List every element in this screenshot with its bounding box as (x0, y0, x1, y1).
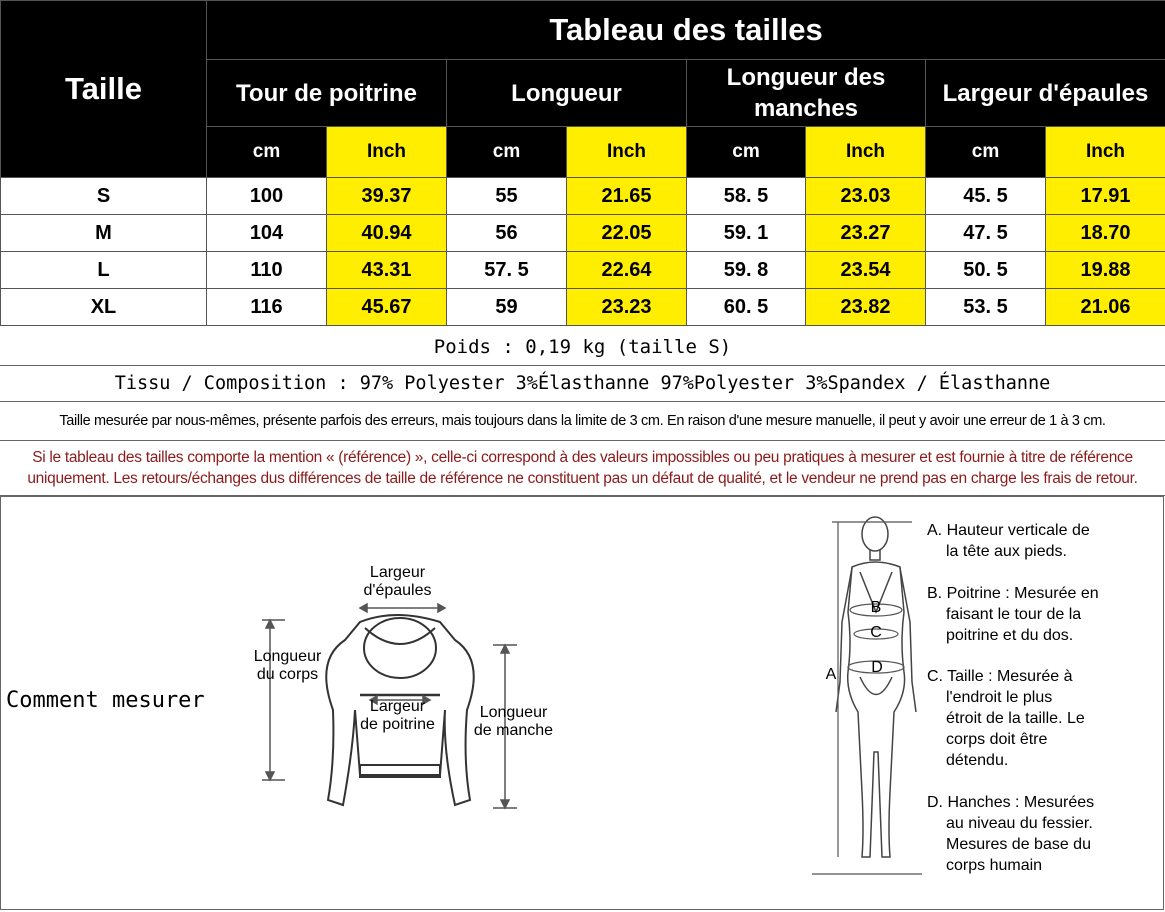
table-title: Tableau des tailles (207, 1, 1165, 60)
value-cell: 53. 5 (926, 289, 1046, 326)
value-cell: 17.91 (1046, 178, 1165, 215)
unit-inch: Inch (327, 127, 447, 178)
col-length: Longueur (447, 60, 687, 127)
value-cell: 100 (207, 178, 327, 215)
value-cell: 23.27 (806, 215, 926, 252)
value-cell: 47. 5 (926, 215, 1046, 252)
value-cell: 18.70 (1046, 215, 1165, 252)
unit-inch: Inch (1046, 127, 1165, 178)
unit-cm: cm (207, 127, 327, 178)
value-cell: 57. 5 (447, 252, 567, 289)
legend-item-b: B. Poitrine : Mesurée en faisant le tour de la poitrine et du dos. (927, 585, 1099, 644)
collar-outline (365, 628, 435, 644)
value-cell: 40.94 (327, 215, 447, 252)
shoulder-width-label: Largeur d'épaules (363, 564, 432, 599)
value-cell: 21.06 (1046, 289, 1165, 326)
reference-note-line-1: Si le tableau des tailles comporte la mention « (référence) », celle-ci correspond à des valeurs impossibles ou peu pratiques à mesurer et est fournie à titre de référence (32, 449, 1133, 466)
chest-width-label: Largeur de poitrine (360, 698, 435, 733)
value-cell: 23.23 (567, 289, 687, 326)
value-cell: 58. 5 (687, 178, 806, 215)
value-cell: 55 (447, 178, 567, 215)
value-cell: 39.37 (327, 178, 447, 215)
legend-item-c: C. Taille : Mesurée à l'endroit le plus étroit de la taille. Le corps doit être détendu. (927, 668, 1085, 769)
value-cell: 104 (207, 215, 327, 252)
letter-b: B (870, 599, 882, 616)
letter-c: C (870, 624, 882, 641)
letter-a: A (825, 666, 837, 683)
body-length-label: Longueur du corps (253, 648, 322, 683)
value-cell: 19.88 (1046, 252, 1165, 289)
unit-inch: Inch (567, 127, 687, 178)
size-cell: S (1, 178, 207, 215)
neckline (364, 618, 436, 678)
value-cell: 59 (447, 289, 567, 326)
value-cell: 59. 8 (687, 252, 806, 289)
table-row (1, 178, 1165, 215)
table-row (1, 289, 1165, 326)
size-cell: XL (1, 289, 207, 326)
value-cell: 110 (207, 252, 327, 289)
unit-inch: Inch (806, 127, 926, 178)
body-figure-illustration (812, 512, 922, 882)
unit-cm: cm (687, 127, 806, 178)
size-column-header: Taille (1, 1, 207, 178)
size-table (0, 0, 1165, 326)
sleeve-length-label: Longueur de manche (473, 704, 554, 739)
value-cell: 60. 5 (687, 289, 806, 326)
weight-line: Poids : 0,19 kg (taille S) (0, 329, 1165, 366)
reference-note-line-2: uniquement. Les retours/échanges dus différences de taille de référence ne constituent pas un défaut de qualité, et le vendeur ne prend pas en charge les frais de retour. (27, 470, 1138, 487)
value-cell: 59. 1 (687, 215, 806, 252)
value-cell: 23.03 (806, 178, 926, 215)
unit-cm: cm (447, 127, 567, 178)
value-cell: 21.65 (567, 178, 687, 215)
col-chest: Tour de poitrine (207, 60, 447, 127)
value-cell: 43.31 (327, 252, 447, 289)
value-cell: 23.82 (806, 289, 926, 326)
unit-cm: cm (926, 127, 1046, 178)
value-cell: 22.05 (567, 215, 687, 252)
fabric-line: Tissu / Composition : 97% Polyester 3%Élasthanne 97%Polyester 3%Spandex / Élasthanne (0, 366, 1165, 402)
size-cell: L (1, 252, 207, 289)
legend-item-d: D. Hanches : Mesurées au niveau du fessier. Mesures de base du corps humain (927, 794, 1095, 874)
col-sleeve: Longueur des manches (687, 60, 926, 127)
col-shoulder: Largeur d'épaules (926, 60, 1165, 127)
table-row (1, 252, 1165, 289)
legend-item-a: A. Hauteur verticale de la tête aux pieds. (927, 522, 1090, 560)
value-cell: 45.67 (327, 289, 447, 326)
value-cell: 45. 5 (926, 178, 1046, 215)
measurement-note: Taille mesurée par nous-mêmes, présente parfois des erreurs, mais toujours dans la limite de 3 cm. En raison d'une mesure manuelle, il peut y avoir une erreur de 1 à 3 cm. (0, 402, 1165, 441)
value-cell: 23.54 (806, 252, 926, 289)
reference-note (0, 441, 1165, 496)
table-row (1, 215, 1165, 252)
value-cell: 22.64 (567, 252, 687, 289)
value-cell: 50. 5 (926, 252, 1046, 289)
size-cell: M (1, 215, 207, 252)
letter-d: D (871, 659, 883, 676)
how-to-measure-label: Comment mesurer (6, 688, 205, 713)
value-cell: 56 (447, 215, 567, 252)
value-cell: 116 (207, 289, 327, 326)
